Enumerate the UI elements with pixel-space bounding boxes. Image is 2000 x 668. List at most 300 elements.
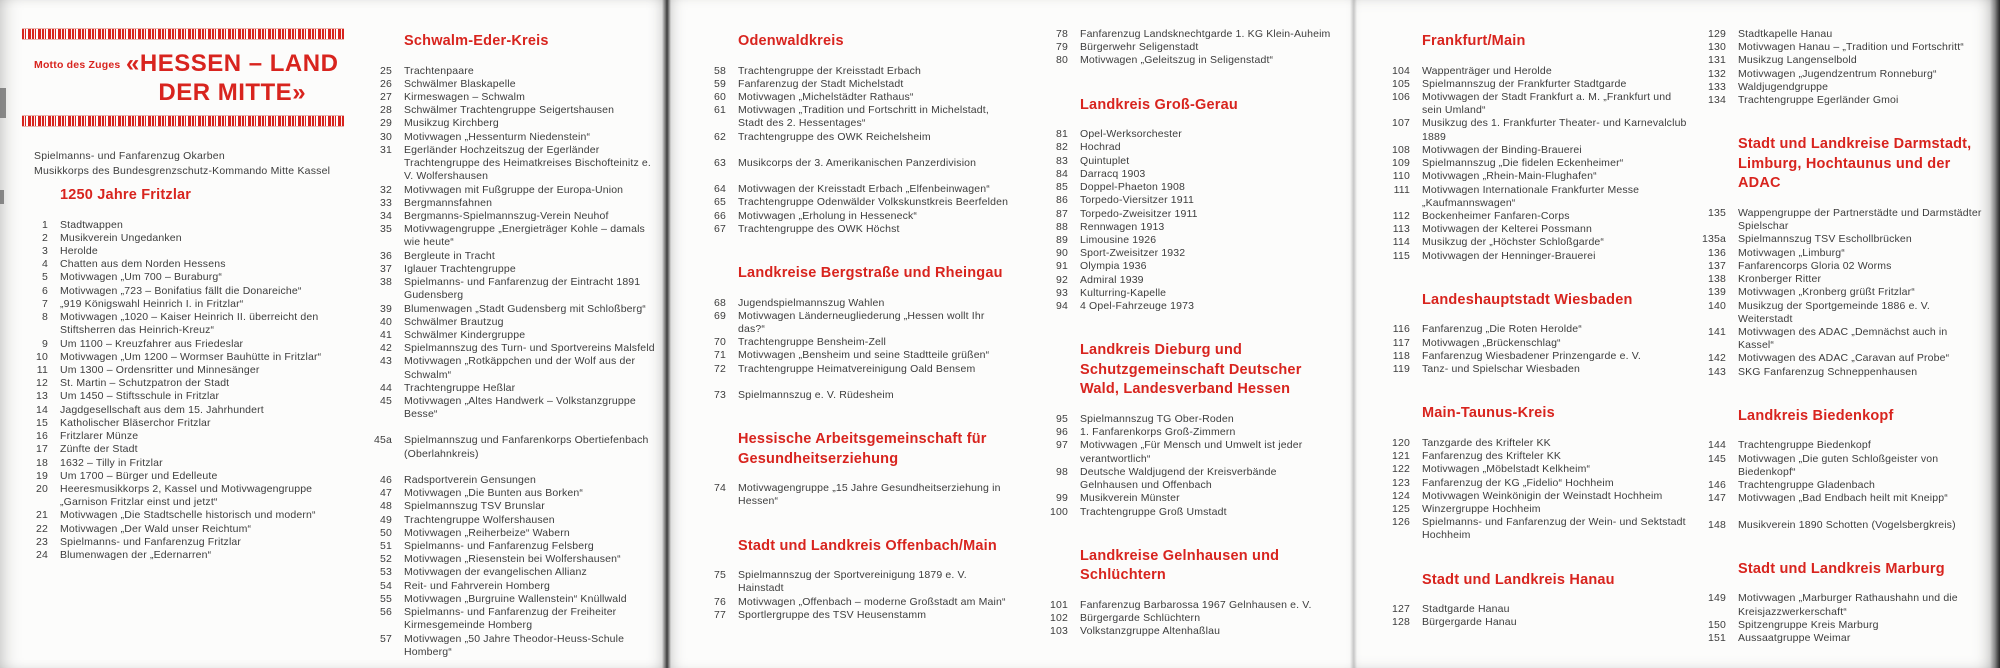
item-number: 51 [380,540,392,552]
list-item [1700,260,1986,273]
item-text: Bergleute in Tracht [404,249,495,262]
list-item [700,389,1012,402]
item-number: 142 [1708,352,1726,365]
section-heading: Landkreis Groß-Gerau [1080,96,1238,113]
item-text: Motivwagengruppe „Energieträger Kohle – damals wie heute“ [404,223,645,249]
item-number: 121 [1392,450,1410,463]
item-number: 82 [1056,141,1068,154]
item-text: Fanfarenzug „Die Roten Herolde“ [1422,323,1582,336]
item-number: 25 [380,64,392,77]
item-text: Spielmannszug der Frankfurter Stadtgarde [1422,77,1627,90]
item-text: Schwälmer Blaskapelle [404,77,516,90]
item-number: 45a [374,434,392,447]
item-text: Kronberger Ritter [1738,273,1822,286]
list-item [22,219,344,232]
list-item [22,417,344,430]
item-number: 132 [1708,67,1726,80]
list-item [1042,599,1336,612]
item-text: Stadtgarde Hanau [1422,603,1510,616]
item-text: Bergmannsfahnen [404,196,493,209]
item-number: 113 [1392,223,1410,236]
list-item [1042,221,1336,234]
item-number: 55 [380,592,392,605]
list-item [1700,492,1986,505]
item-number: 94 [1056,300,1068,313]
item-text: Trachtenpaare [404,64,474,77]
list-item [700,336,1012,349]
masthead-subtitle [34,149,344,181]
striped-bar-top-icon [22,28,344,40]
item-number: 22 [36,522,48,535]
section-heading: Main-Taunus-Kreis [1422,405,1555,422]
item-number: 30 [380,130,392,143]
item-number: 65 [714,196,726,209]
column-fritzlar [22,0,344,668]
item-text: Motivwagen „Offenbach – moderne Großstadt am Main“ [738,595,1006,608]
list-item [1384,477,1690,490]
list-item [366,434,658,460]
item-number: 81 [1056,128,1068,141]
item-number: 16 [36,430,48,443]
item-number: 124 [1392,489,1410,502]
item-number: 139 [1708,286,1726,299]
list-item [1042,625,1336,638]
item-text: Motivwagen des ADAC „Caravan auf Probe“ [1738,352,1950,365]
list-item [700,297,1012,310]
list-item [366,566,658,579]
item-number: 59 [714,77,726,90]
list-item [22,285,344,298]
list-item [1384,350,1690,363]
item-number: 71 [714,349,726,362]
item-text: Trachtengruppe Egerländer Gmoi [1738,94,1899,107]
item-number: 48 [380,500,392,513]
item-text: Spielmannszug „Die fidelen Eckenheimer“ [1422,157,1624,170]
item-number: 45 [380,395,392,408]
item-number: 47 [380,487,392,500]
item-text: Motivwagen „Jugendzentrum Ronneburg“ [1738,67,1937,80]
item-number: 136 [1708,246,1726,259]
page-edge-shadow [1990,0,2000,668]
list-item [1384,236,1690,249]
item-number: 13 [36,390,48,403]
list-item [366,250,658,263]
item-text: 4 Opel-Fahrzeuge 1973 [1080,300,1195,313]
item-text: Musikzug Kirchberg [404,117,499,130]
item-text: Olympia 1936 [1080,260,1147,273]
list-item [366,553,658,566]
item-number: 74 [714,482,726,495]
list-item [700,104,1012,130]
item-text: Um 1450 – Stiftsschule in Fritzlar [60,390,220,403]
list-item [1700,619,1986,632]
section-heading: Landkreis Dieburg und Schutzgemeinschaft Deutscher Wald, Landesverband Hessen [1080,342,1302,398]
item-text: 1. Fanfarenkorps Groß-Zimmern [1080,426,1236,439]
list-item [1700,326,1986,352]
item-number: 149 [1708,592,1726,605]
item-text: Trachtengruppe Biedenkopf [1738,439,1871,452]
list-item [22,404,344,417]
item-text: Trachtengruppe Wolfershausen [404,513,555,526]
item-number: 117 [1392,336,1410,349]
list-item [1042,141,1336,154]
item-text: Motivwagen Länderneugliederung „Hessen wollt Ihr das?“ [738,309,985,335]
item-number: 101 [1050,598,1068,611]
item-text: Quintuplet [1080,154,1130,167]
list-item [1042,506,1336,519]
section-heading: Stadt und Landkreise Darmstadt, Limburg, Hochtaunus und der ADAC [1738,136,1972,192]
item-number: 53 [380,566,392,579]
item-text: Torpedo-Zweisitzer 1911 [1080,207,1198,220]
list-item [366,197,658,210]
item-text: Rennwagen 1913 [1080,220,1165,233]
item-number: 104 [1392,64,1410,77]
item-text: Motivwagen „Michelstädter Rathaus“ [738,91,914,103]
item-number: 8 [42,311,48,324]
section-heading: Stadt und Landkreis Offenbach/Main [738,537,997,554]
list-item [1384,184,1690,210]
list-item [366,342,658,355]
list-item [1700,286,1986,299]
item-number: 61 [714,104,726,117]
item-number: 31 [380,143,392,156]
list-item [22,298,344,311]
item-number: 33 [380,196,392,209]
item-text: Trachtengruppe Gladenbach [1738,479,1876,492]
item-text: Wappenträger und Herolde [1422,64,1552,77]
item-text: Musikverein 1890 Schotten (Vogelsbergkreis) [1738,518,1956,531]
item-number: 23 [36,535,48,548]
item-text: Motivwagen Weinkönigin der Weinstadt Hochheim [1422,489,1663,502]
item-text: Kulturring-Kapelle [1080,286,1167,299]
list-item [1384,250,1690,263]
list-item [700,131,1012,144]
item-number: 26 [380,77,392,90]
item-text: Motivwagen „Um 1200 – Wormser Bauhütte in Fritzlar“ [60,350,322,363]
item-text: Motivwagen „Riesenstein bei Wolfershausen“ [404,553,621,566]
item-text: Radsportverein Gensungen [404,473,537,486]
list-item [366,117,658,130]
section-heading: Frankfurt/Main [1422,33,1526,49]
list-item [1042,274,1336,287]
item-number: 130 [1708,41,1726,54]
item-text: Motivwagen „Möbelstadt Kelkheim“ [1422,463,1591,476]
list-item [366,606,658,632]
item-text: Motivwagen „Um 700 – Buraburg“ [60,271,223,284]
list-item [1042,54,1336,67]
list-item [1042,439,1336,465]
item-text: Motivwagen „Bad Endbach heilt mit Kneipp“ [1738,492,1948,505]
item-text: Spitzengruppe Kreis Marburg [1738,618,1879,631]
item-text: Tanz- und Spielschar Wiesbaden [1422,363,1581,376]
item-number: 41 [380,328,392,341]
item-text: Motivwagen „Brückenschlag“ [1422,336,1561,349]
list-item [1042,155,1336,168]
item-number: 147 [1708,492,1726,505]
item-number: 83 [1056,154,1068,167]
list-item [1700,273,1986,286]
scan-smudge [0,190,4,204]
item-text: Iglauer Trachtengruppe [404,262,516,275]
item-number: 52 [380,553,392,566]
item-text: Admiral 1939 [1080,273,1144,286]
list-item [1700,632,1986,645]
item-number: 63 [714,156,726,169]
item-number: 15 [36,416,48,429]
item-text: Motivwagen „Kronberg grüßt Fritzlar“ [1738,286,1915,299]
item-number: 12 [36,377,48,390]
item-text: Sportlergruppe des TSV Heusenstamm [738,608,927,621]
item-number: 2 [42,231,48,244]
list-item [1700,68,1986,81]
item-number: 122 [1392,463,1410,476]
item-number: 116 [1392,323,1410,336]
item-number: 28 [380,104,392,117]
list-item [1700,352,1986,365]
item-text: Spielmanns- und Fanfarenzug der Freiheiter Kirmesgemeinde Homberg [404,606,617,632]
item-text: Fritzlarer Münze [60,430,139,443]
item-text: Bockenheimer Fanfaren-Corps [1422,209,1570,222]
section-heading: Landkreise Bergstraße und Rheingau [738,264,1003,281]
item-text: Trachtengruppe Heimatvereinigung Oald Bensem [738,362,976,375]
item-text: Motivwagen Internationale Frankfurter Messe „Kaufmannswagen“ [1422,183,1640,209]
item-text: Deutsche Waldjugend der Kreisverbände Gelnhausen und Offenbach [1080,465,1277,492]
list-item [1700,247,1986,260]
item-number: 96 [1056,426,1068,439]
item-number: 50 [380,526,392,539]
item-number: 112 [1392,209,1410,222]
item-number: 66 [714,209,726,222]
item-text: Motivwagen „Burgruine Wallenstein“ Knüllwald [404,592,627,605]
list-item [1384,437,1690,450]
list-item [22,364,344,377]
list-item [366,527,658,540]
item-number: 134 [1708,94,1726,107]
item-text: Spielmannszug TSV Eschollbrücken [1738,233,1912,246]
item-number: 111 [1393,183,1410,196]
list-item [1384,223,1690,236]
item-text: Trachtengruppe Heßlar [404,381,516,394]
item-text: Volkstanzgruppe Altenhaßlau [1080,625,1221,638]
list-item [700,609,1012,622]
item-text: Darracq 1903 [1080,167,1146,180]
list-item [1700,439,1986,452]
item-number: 70 [714,336,726,349]
list-item [366,474,658,487]
item-number: 56 [380,606,392,619]
list-item [1042,28,1336,41]
item-text: Spielmanns- und Fanfarenzug der Eintracht 1891 Gudensberg [404,276,641,302]
item-number: 35 [380,223,392,236]
item-text: Motivwagen „1020 – Kaiser Heinrich II. überreicht den Stiftsherren das Heinrich-Kreuz“ [60,311,319,337]
item-number: 69 [714,309,726,322]
list-item [1384,616,1690,629]
list-item [1042,41,1336,54]
item-text: 1632 – Tilly in Fritzlar [60,456,163,469]
item-number: 145 [1708,452,1726,465]
list-item [22,443,344,456]
motto-line2: DER MITTE» [158,79,307,107]
section-heading: Stadt und Landkreis Marburg [1738,560,1945,577]
item-text: Torpedo-Viersitzer 1911 [1080,194,1194,207]
list-item [1700,300,1986,326]
item-text: Fanfarenzug des Krifteler KK [1422,450,1562,463]
item-number: 14 [36,403,48,416]
item-text: Spielmannszug TSV Brunslar [404,500,545,513]
item-text: Motivwagen „723 – Bonifatius fällt die Donareiche“ [60,284,302,297]
item-number: 129 [1708,28,1726,40]
item-number: 36 [380,249,392,262]
list-item [22,232,344,245]
list-item [366,131,658,144]
item-number: 58 [714,64,726,77]
item-text: Motivwagen „Hessenturm Niedenstein“ [404,130,591,143]
list-column-2 [366,0,658,668]
list-item [1042,612,1336,625]
item-number: 9 [42,337,48,350]
item-number: 62 [714,130,726,143]
item-number: 73 [714,388,726,401]
item-number: 60 [714,91,726,103]
item-text: Limousine 1926 [1080,233,1157,246]
list-item [1700,453,1986,479]
item-number: 120 [1392,436,1410,449]
item-text: Fanfarenzug der Stadt Michelstadt [738,77,904,90]
item-number: 78 [1056,28,1068,40]
item-text: Motivwagen „Rhein-Main-Flughafen“ [1422,170,1597,183]
list-item [366,223,658,249]
item-number: 125 [1392,502,1410,515]
list-item [700,482,1012,508]
item-text: Trachtengruppe Groß Umstadt [1080,505,1227,518]
item-number: 138 [1708,273,1726,286]
item-text: Blumenwagen der „Edernarren“ [60,549,212,562]
item-number: 5 [42,271,48,284]
item-number: 90 [1056,247,1068,260]
item-number: 79 [1056,41,1068,54]
list-item [366,514,658,527]
list-item [22,377,344,390]
list-item [700,310,1012,336]
list-item [1042,466,1336,492]
list-item [366,580,658,593]
item-number: 141 [1708,325,1726,338]
item-text: Motivwagen „Erholung in Hesseneck“ [738,209,918,222]
item-text: Stadtkapelle Hanau [1738,28,1833,40]
item-number: 92 [1056,273,1068,286]
list-item [1384,363,1690,376]
item-text: Spielmanns- und Fanfarenzug der Wein- und Sektstadt Hochheim [1422,516,1686,542]
subtitle-line1: Spielmanns- und Fanfarenzug Okarben [34,149,225,162]
item-text: Um 1300 – Ordensritter und Minnesänger [60,364,260,376]
item-text: Trachtengruppe des OWK Reichelsheim [738,130,931,143]
item-text: Reit- und Fahrverein Homberg [404,579,551,592]
item-text: Motivwagen der evangelischen Allianz [404,566,587,579]
item-number: 43 [380,355,392,368]
list-item [22,457,344,470]
item-number: 42 [380,342,392,355]
list-item [1042,208,1336,221]
item-text: Fanfarenzug der KG „Fidelio“ Hochheim [1422,476,1614,489]
item-number: 118 [1392,349,1410,362]
item-number: 21 [36,509,48,522]
list-item [366,540,658,553]
item-number: 95 [1056,412,1068,425]
item-number: 24 [36,549,48,562]
item-text: Motivwagen „Altes Handwerk – Volkstanzgruppe Besse“ [404,395,636,421]
item-text: Winzergruppe Hochheim [1422,502,1541,515]
motto-title [120,49,344,108]
item-number: 38 [380,276,392,289]
item-text: Egerländer Hochzeitszug der Egerländer Trachtengruppe des Heimatkreises Bischofteinitz e. V. Wolfershausen [404,143,651,183]
section-heading: Hessische Arbeitsgemeinschaft für Gesundheitserziehung [738,431,987,467]
list-item [366,144,658,184]
section-heading: Landkreise Gelnhausen und Schlüchtern [1080,547,1280,584]
item-number: 105 [1392,77,1410,90]
item-text: Chatten aus dem Norden Hessens [60,258,226,271]
list-item [1384,603,1690,616]
item-number: 133 [1708,80,1726,93]
item-number: 76 [714,595,726,608]
item-number: 49 [380,513,392,526]
item-text: Jagdgesellschaft aus dem 15. Jahrhundert [60,403,264,416]
list-item [366,382,658,395]
section-heading: Landeshauptstadt Wiesbaden [1422,291,1633,308]
item-text: Fanfarenzug Barbarossa 1967 Gelnhausen e. V. [1080,598,1312,611]
item-text: Doppel-Phaeton 1908 [1080,181,1186,194]
list-item [22,258,344,271]
item-number: 114 [1392,236,1410,249]
list-column-6 [1700,0,1986,668]
item-text: Motivwagengruppe „15 Jahre Gesundheitserziehung in Hessen“ [738,482,1001,508]
item-text: Motivwagen der Stadt Frankfurt a. M. „Frankfurt und sein Umland“ [1422,91,1672,117]
list-item [1700,41,1986,54]
item-text: Spielmannszug des Turn- und Sportvereins Malsfeld [404,342,655,355]
list-item [366,263,658,276]
section-heading: Stadt und Landkreis Hanau [1422,571,1615,588]
list-item [1042,260,1336,273]
list-item [22,549,344,562]
list-item [1384,450,1690,463]
list-item [1042,492,1336,505]
item-number: 3 [42,245,48,258]
list-item [1700,28,1986,41]
item-text: Musikzug des 1. Frankfurter Theater- und Karnevalclub 1889 [1422,117,1687,143]
item-number: 126 [1392,516,1410,529]
item-text: Motivwagen „Geleitszug in Seligenstadt“ [1080,54,1274,67]
list-item [366,329,658,342]
item-text: SKG Fanfarenzug Schneppenhausen [1738,365,1918,378]
list-column-3 [700,0,1012,668]
list-item [366,276,658,302]
item-text: Um 1100 – Kreuzfahrer aus Friedeslar [60,337,244,350]
item-number: 127 [1392,603,1410,616]
list-item [1700,366,1986,379]
page-fold-shadow [662,0,671,668]
item-number: 143 [1708,365,1726,378]
list-item [1700,233,1986,246]
subtitle-line2: Musikkorps des Bundesgrenzschutz-Kommando Mitte Kassel [34,165,331,178]
item-text: Zünfte der Stadt [60,443,138,456]
item-number: 32 [380,183,392,196]
item-text: Opel-Werksorchester [1080,128,1182,141]
item-text: Spielmannszug e. V. Rüdesheim [738,388,894,401]
list-item [366,303,658,316]
motto-row [22,40,344,115]
item-number: 37 [380,262,392,275]
list-item [1384,490,1690,503]
list-item [366,184,658,197]
